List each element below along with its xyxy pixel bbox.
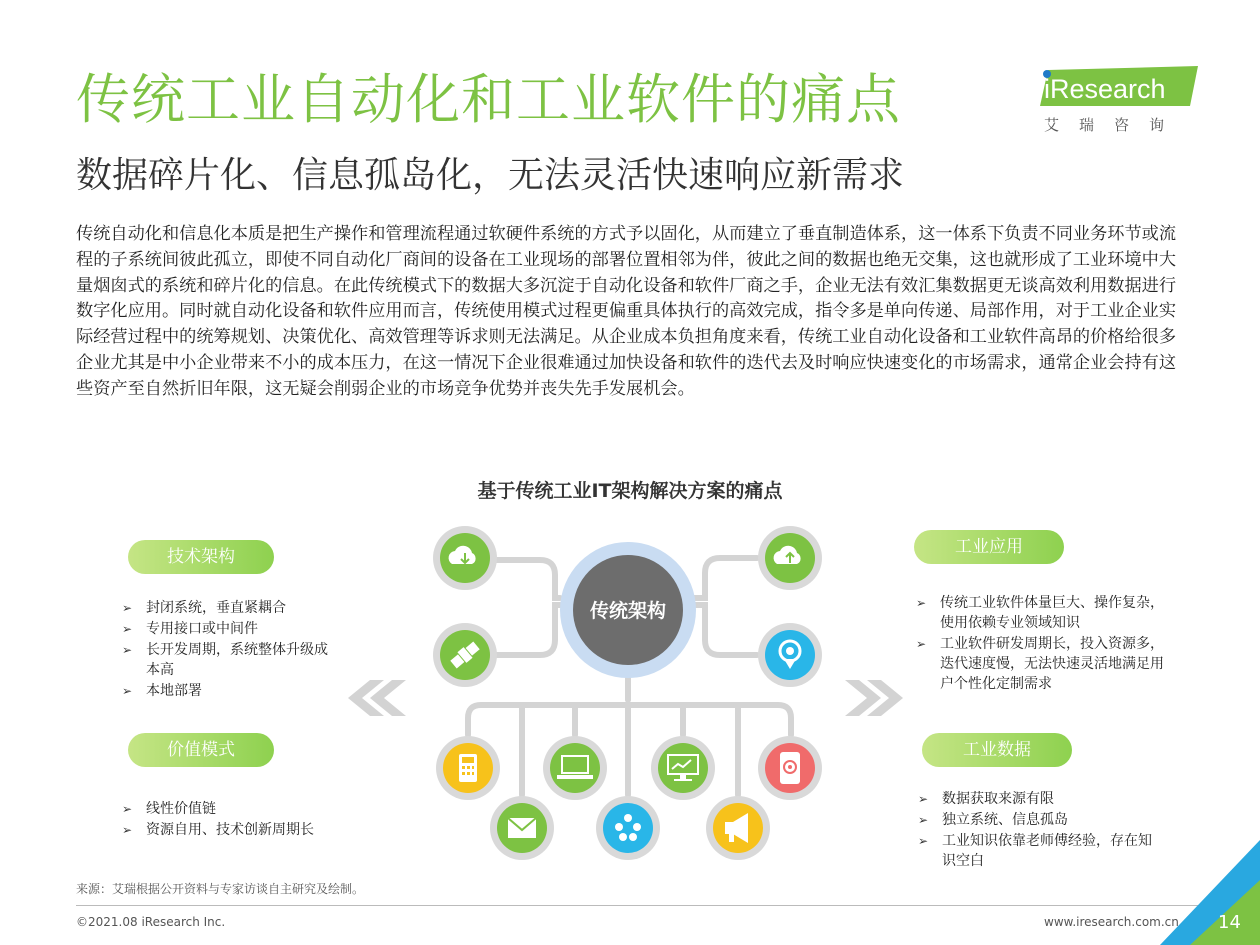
footer-divider <box>76 905 1198 906</box>
laptop-icon <box>543 736 607 800</box>
source-note: 来源：艾瑞根据公开资料与专家访谈自主研究及绘制。 <box>76 882 365 896</box>
list-item: ➢ 传统工业软件体量巨大、操作复杂，使用依赖专业领域知识 <box>914 593 1174 633</box>
value-mode-pill: 价值模式 <box>128 733 274 767</box>
page-corner-decoration <box>1160 840 1260 945</box>
list-item: ➢ 线性价值链 <box>120 799 370 819</box>
megaphone-icon <box>706 796 770 860</box>
page-subtitle: 数据碎片化、信息孤岛化，无法灵活快速响应新需求 <box>76 155 905 196</box>
location-pin-icon <box>758 623 822 687</box>
website-link[interactable]: www.iresearch.com.cn <box>1044 915 1179 929</box>
diagram-title: 基于传统工业IT架构解决方案的痛点 <box>477 480 783 502</box>
list-item: ➢ 工业知识依靠老师傅经验，存在知识空白 <box>916 831 1156 871</box>
list-item: ➢ 封闭系统，垂直紧耦合 <box>120 598 350 618</box>
people-icon <box>596 796 660 860</box>
page-title: 传统工业自动化和工业软件的痛点 <box>76 68 901 131</box>
industrial-data-pill: 工业数据 <box>922 733 1072 767</box>
cloud-download-icon <box>433 526 497 590</box>
tech-architecture-pill: 技术架构 <box>128 540 274 574</box>
page-number: 14 <box>1218 912 1241 933</box>
logo-wordmark-text: iResearch <box>1044 74 1166 104</box>
cloud-upload-icon <box>758 526 822 590</box>
copyright-text: ©2021.08 iResearch Inc. <box>76 915 226 929</box>
list-item: ➢ 长开发周期，系统整体升级成本高 <box>120 640 336 680</box>
monitor-chart-icon <box>651 736 715 800</box>
industrial-application-pill: 工业应用 <box>914 530 1064 564</box>
body-paragraph: 传统自动化和信息化本质是把生产操作和管理流程通过软硬件系统的方式予以固化，从而建立了垂直制造体系，这一体系下负责不同业务环节或流程的子系统间彼此孤立，即使不同自动化厂商间的设备在工业现场的部署位置相邻为伴，彼此之间的数据也绝无交集，这也就形成了工业环境中大量烟囱式的系统和碎片化的信息。在此传统模式下的数据大多沉淀于自动化设备和软件厂商之手，企业无法有效汇集数据更无谈高效利用数据进行数字化应用。同时就自动化设备和软件应用而言，传统使用模式过程更偏重具体执行的高效完成，指令多是单向传递、局部作用，对于工业企业实际经营过程中的统筹规划、决策优化、高效管理等诉求则无法满足。从企业成本负担角度来看，传统工业自动化设备和工业软件高昂的价格给很多企业尤其是中小企业带来不小的成本压力，在这一情况下企业很难通过加快设备和软件的迭代去及时响应快速变化的市场需求，通常企业会持有这些资产至自然折旧年限，这无疑会削弱企业的市场竞争优势并丧失先手发展机会。 <box>76 224 1177 399</box>
list-item: ➢ 本地部署 <box>120 681 350 701</box>
list-item: ➢ 专用接口或中间件 <box>120 619 350 639</box>
list-item: ➢ 数据获取来源有限 <box>916 789 1156 809</box>
phone-icon <box>758 736 822 800</box>
list-item: ➢ 资源自用、技术创新周期长 <box>120 820 370 840</box>
list-item: ➢ 独立系统、信息孤岛 <box>916 810 1156 830</box>
logo-chinese-name: 艾瑞咨询 <box>1044 116 1185 134</box>
satellite-icon <box>433 623 497 687</box>
mail-icon <box>490 796 554 860</box>
left-chevrons-icon <box>348 680 406 716</box>
list-item: ➢ 工业软件研发周期长，投入资源多，迭代速度慢，无法快速灵活地满足用户个性化定制需求 <box>914 634 1174 694</box>
calculator-icon <box>436 736 500 800</box>
center-node-label: 传统架构 <box>589 600 667 622</box>
right-chevrons-icon <box>845 680 903 716</box>
